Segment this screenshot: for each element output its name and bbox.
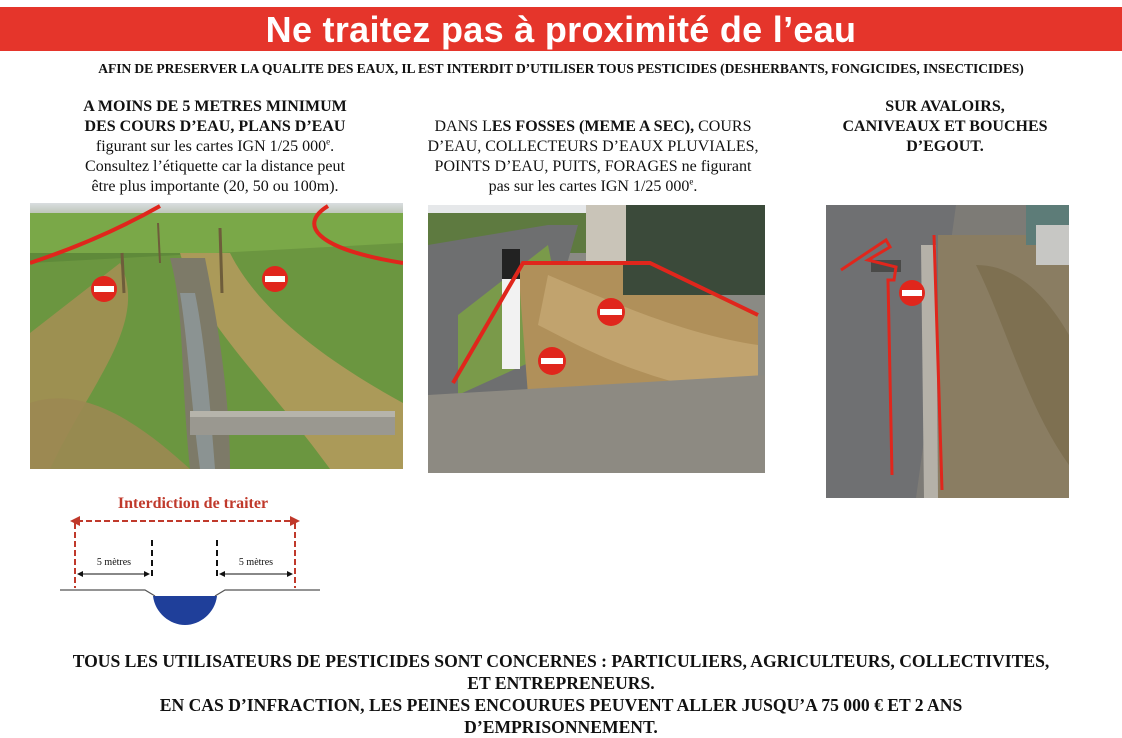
footer-line2: ET ENTREPRENEURS. — [467, 673, 655, 693]
column1-line3: figurant sur les cartes IGN 1/25 000 — [95, 138, 327, 155]
column3-line1: SUR AVALOIRS, — [885, 98, 1005, 115]
no-entry-icon — [899, 280, 925, 306]
buffer-diagram — [55, 488, 325, 630]
diagram-title: Interdiction de traiter — [117, 495, 269, 512]
diagram-left-label: 5 mètres — [96, 557, 132, 568]
column1-text — [40, 97, 390, 197]
column3-line2: CANIVEAUX ET BOUCHES — [842, 118, 1048, 135]
column2-line4: pas sur les cartes IGN 1/25 000 — [488, 178, 690, 195]
diagram-right-label: 5 mètres — [238, 557, 274, 568]
column1-line3-end: . — [330, 138, 335, 155]
column1-line2: DES COURS D’EAU, PLANS D’EAU — [84, 118, 346, 135]
footer-block-2 — [0, 694, 1122, 738]
gutter-photo — [826, 205, 1069, 498]
no-entry-icon — [538, 347, 566, 375]
column1-line1: A MOINS DE 5 METRES MINIMUM — [83, 98, 347, 115]
no-entry-icon — [91, 276, 117, 302]
column2-line1-prefix: DANS L — [434, 118, 492, 135]
footer-block-1 — [0, 650, 1122, 694]
footer-line3: EN CAS D’INFRACTION, LES PEINES ENCOURUES PEUVENT ALLER JUSQU’A 75 000 € ET 2 ANS — [159, 695, 963, 715]
column1-line4: Consultez l’étiquette car la distance peut — [85, 158, 345, 175]
column2-line1-bold: ES FOSSES (MEME A SEC), — [491, 118, 695, 135]
column1-line3-sup: e — [326, 136, 331, 147]
footer-line1: TOUS LES UTILISATEURS DE PESTICIDES SONT CONCERNES : PARTICULIERS, AGRICULTEURS, COLLECTIVITES, — [72, 651, 1050, 671]
column2-line3: POINTS D’EAU, PUITS, FORAGES ne figurant — [434, 158, 752, 175]
ditch-photo — [428, 205, 765, 473]
column1-line5: être plus importante (20, 50 ou 100m). — [91, 178, 339, 195]
column3-text — [800, 97, 1090, 157]
no-entry-icon — [597, 298, 625, 326]
column2-text — [408, 117, 778, 197]
column2-line4-sup: e — [689, 176, 694, 187]
column2-line1-suffix: COURS — [694, 118, 752, 135]
column2-line4-end: . — [693, 178, 698, 195]
page-title-banner — [0, 7, 1122, 51]
no-entry-icon — [262, 266, 288, 292]
stream-photo — [30, 203, 403, 469]
footer-line4: D’EMPRISONNEMENT. — [464, 717, 658, 737]
page-title: Ne traitez pas à proximité de l’eau — [265, 9, 857, 50]
subtitle: AFIN DE PRESERVER LA QUALITE DES EAUX, IL EST INTERDIT D’UTILISER TOUS PESTICIDES (DESHERBANTS, FONGICIDES, INSECTICIDES) — [98, 61, 1024, 76]
column2-line2: D’EAU, COLLECTEURS D’EAUX PLUVIALES, — [427, 138, 759, 155]
column3-line3: D’EGOUT. — [906, 138, 984, 155]
